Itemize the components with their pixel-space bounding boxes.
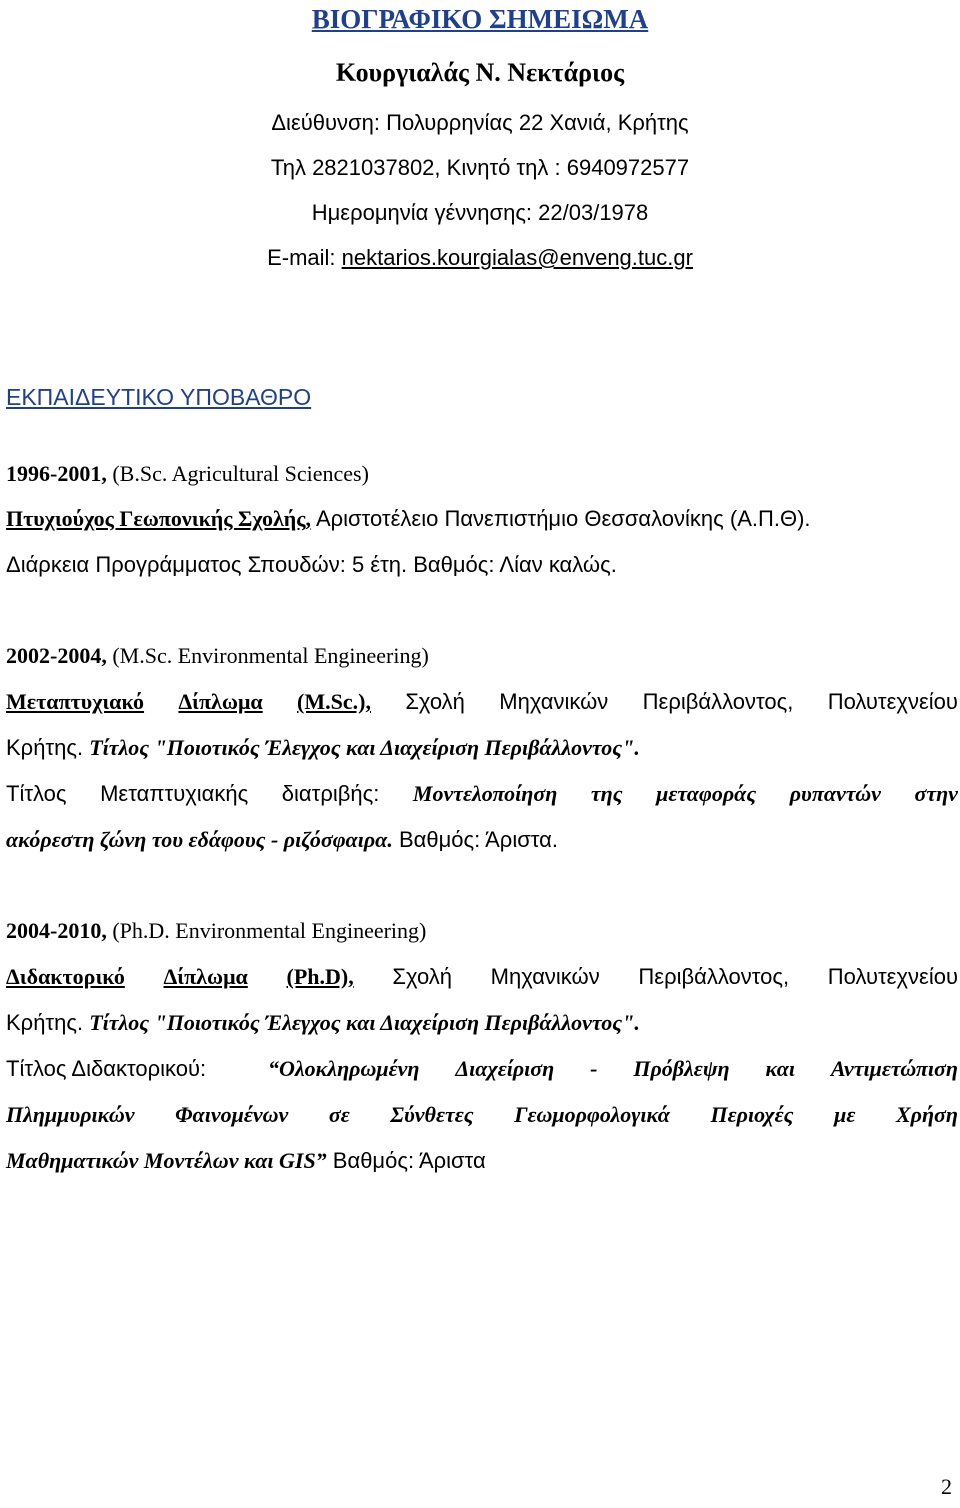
bsc-institution: Αριστοτέλειο Πανεπιστήμιο Θεσσαλονίκης (Α.Π.Θ). (311, 506, 811, 531)
msc-degree-line (6, 689, 958, 715)
msc-thesis-title-word: μεταφοράς (656, 781, 757, 806)
phd-degree-word: Διδακτορικό (6, 964, 125, 989)
msc-school-word: Πολυτεχνείου (827, 689, 958, 714)
msc-thesis-label-word: Τίτλος (6, 781, 67, 806)
phd-degree-word: Δίπλωμα (163, 964, 248, 989)
msc-title-line (6, 735, 640, 761)
bsc-degree: Πτυχιούχος Γεωπονικής Σχολής, (6, 506, 312, 531)
email-line (0, 245, 960, 271)
phd-grade: Βαθμός: Άριστα (326, 1148, 486, 1173)
phd-title-line (6, 1010, 640, 1036)
phd-dissertation-line-3 (6, 1148, 486, 1174)
phd-dissertation-word: Φαινομένων (175, 1102, 289, 1127)
page-number: 2 (941, 1474, 952, 1499)
phd-dissertation-word: Σύνθετες (390, 1102, 474, 1127)
msc-degree-word: Μεταπτυχιακό (6, 689, 145, 714)
phd-dissertation-word: Πρόβλεψη (633, 1056, 730, 1081)
birth-date-line: Ημερομηνία γέννησης: 22/03/1978 (311, 200, 649, 225)
phd-dissertation-end: Μαθηματικών Μοντέλων και GIS” (6, 1148, 327, 1173)
msc-school-word: Μηχανικών (499, 689, 609, 714)
education-section-title: ΕΚΠΑΙΔΕΥΤΙΚΟ ΥΠΟΒΑΘΡΟ (6, 384, 312, 410)
msc-thesis-title-word: της (590, 781, 623, 806)
phd-dissertation-label: Τίτλος Διδακτορικού: (6, 1056, 207, 1081)
msc-degree-word: Δίπλωμα (178, 689, 263, 714)
bsc-program: (B.Sc. Agricultural Sciences) (106, 461, 369, 486)
bsc-heading (6, 461, 369, 487)
msc-school-end: Κρήτης. (6, 735, 90, 760)
phd-dissertation-title-part-1 (268, 1056, 958, 1082)
phd-dissertation-word: με (834, 1102, 856, 1127)
phd-dissertation-word: Πλημμυρικών (6, 1102, 135, 1127)
phd-degree-line (6, 964, 958, 990)
msc-program: (M.Sc. Environmental Engineering) (106, 643, 429, 668)
msc-degree-word: (M.Sc.), (297, 689, 371, 714)
phd-dissertation-word: - (590, 1056, 598, 1081)
phd-dissertation-word: Αντιμετώπιση (830, 1056, 958, 1081)
phd-dissertation-word: Γεωμορφολογικά (514, 1102, 670, 1127)
phd-dissertation-word: Περιοχές (710, 1102, 794, 1127)
msc-school-word: Σχολή (405, 689, 465, 714)
msc-years: 2002-2004, (6, 643, 107, 668)
email-label: E-mail: (267, 245, 342, 270)
phd-degree-word: (Ph.D), (286, 964, 354, 989)
phd-school-word: Μηχανικών (490, 964, 600, 989)
msc-thesis-title-word: στην (914, 781, 958, 806)
bsc-duration: Διάρκεια Προγράμματος Σπουδών: 5 έτη. Βαθμός: Λίαν καλώς. (6, 552, 617, 577)
address-line: Διεύθυνση: Πολυρρηνίας 22 Χανιά, Κρήτης (271, 110, 689, 135)
msc-thesis-title-end: ακόρεστη ζώνη του εδάφους - ριζόσφαιρα. (6, 827, 393, 852)
cv-title: ΒΙΟΓΡΑΦΙΚΟ ΣΗΜΕΙΩΜΑ (311, 4, 649, 34)
msc-thesis-title-word: Μοντελοποίηση (412, 781, 558, 806)
bsc-degree-line (6, 506, 811, 532)
phd-dissertation-word: “Ολοκληρωμένη (268, 1056, 420, 1081)
phd-heading (6, 918, 426, 944)
msc-thesis-label-word: Μεταπτυχιακής (100, 781, 249, 806)
msc-grade: Βαθμός: Άριστα. (392, 827, 558, 852)
phd-program: (Ph.D. Environmental Engineering) (106, 918, 427, 943)
phd-dissertation-word: και (765, 1056, 796, 1081)
phd-years: 2004-2010, (6, 918, 107, 943)
person-name: Κουργιαλάς Ν. Νεκτάριος (335, 58, 625, 87)
phd-dissertation-line-2 (6, 1102, 958, 1128)
msc-thesis-end-line (6, 827, 558, 853)
phd-dissertation-word: Χρήση (895, 1102, 958, 1127)
msc-school-word: Περιβάλλοντος, (642, 689, 794, 714)
phone-line: Τηλ 2821037802, Κινητό τηλ : 6940972577 (270, 155, 690, 180)
phd-dissertation-word: σε (328, 1102, 350, 1127)
msc-thesis-line (6, 781, 958, 807)
phd-school-word: Σχολή (392, 964, 452, 989)
phd-school-end: Κρήτης. (6, 1010, 90, 1035)
email-link[interactable]: nektarios.kourgialas@enveng.tuc.gr (341, 245, 693, 270)
msc-thesis-title-word: ρυπαντών (789, 781, 881, 806)
bsc-years: 1996-2001, (6, 461, 107, 486)
phd-dissertation-word: Διαχείριση (455, 1056, 555, 1081)
msc-heading (6, 643, 429, 669)
phd-school-word: Πολυτεχνείου (827, 964, 958, 989)
phd-school-word: Περιβάλλοντος, (638, 964, 790, 989)
msc-thesis-label-word: διατριβής: (281, 781, 380, 806)
phd-program-title: Τίτλος "Ποιοτικός Έλεγχος και Διαχείριση Περιβάλλοντος". (89, 1010, 640, 1035)
msc-program-title: Τίτλος "Ποιοτικός Έλεγχος και Διαχείριση Περιβάλλοντος". (89, 735, 640, 760)
